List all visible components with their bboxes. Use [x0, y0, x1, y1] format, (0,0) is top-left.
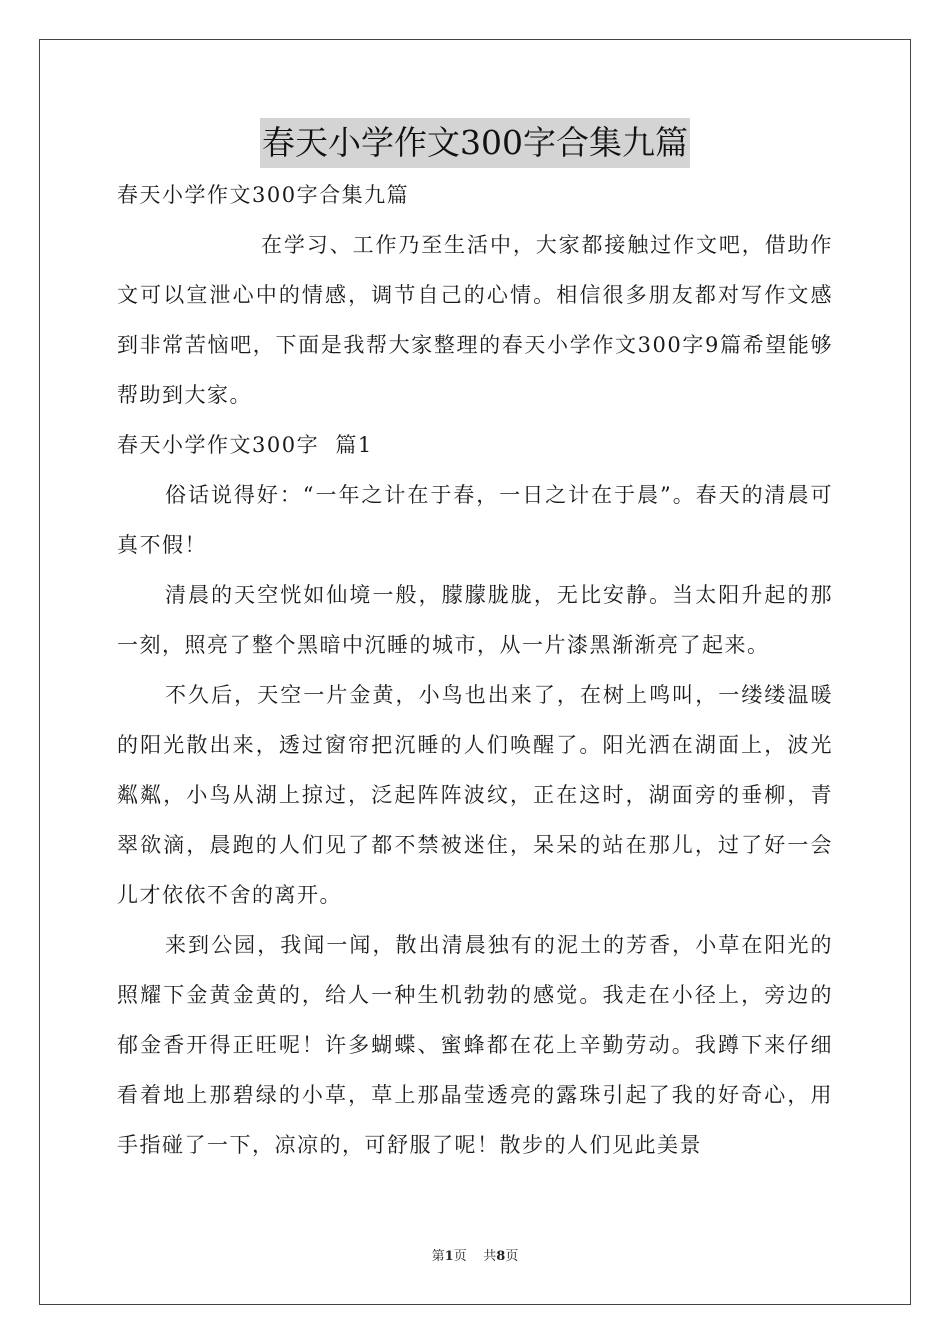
page-number: 1: [444, 1249, 454, 1264]
body-paragraph: 来到公园，我闻一闻，散出清晨独有的泥土的芳香，小草在阳光的照耀下金黄金黄的，给人一种生机勃勃的感觉。我走在小径上，旁边的郁金香开得正旺呢！许多蝴蝶、蜜蜂都在花上辛勤劳动。我蹲下来仔细看着地上那碧绿的小草，草上那晶莹透亮的露珠引起了我的好奇心，用手指碰了一下，凉凉的，可舒服了呢！散步的人们见此美景: [117, 933, 833, 1157]
page-suffix: 页: [453, 1249, 467, 1264]
title-row: [117, 118, 833, 170]
document-subtitle: 春天小学作文300字合集九篇: [117, 183, 410, 207]
total-prefix: 共: [483, 1249, 497, 1264]
body-paragraph: 不久后，天空一片金黄，小鸟也出来了，在树上鸣叫，一缕缕温暖的阳光散出来，透过窗帘把沉睡的人们唤醒了。阳光洒在湖面上，波光粼粼，小鸟从湖上掠过，泛起阵阵波纹，正在这时，湖面旁的垂柳，青翠欲滴，晨跑的人们见了都不禁被迷住，呆呆的站在那儿，过了好一会儿才依依不舍的离开。: [117, 683, 833, 907]
page-footer: [0, 1245, 950, 1264]
body-paragraph: 俗话说得好：“一年之计在于春，一日之计在于晨”。春天的清晨可真不假！: [117, 483, 833, 557]
intro-paragraph: 在学习、工作乃至生活中，大家都接触过作文吧，借助作文可以宣泄心中的情感，调节自己的心情。相信很多朋友都对写作文感到非常苦恼吧，下面是我帮大家整理的春天小学作文300字9篇希望能够帮助到大家。: [117, 233, 833, 407]
section-heading: 春天小学作文300字 篇1: [117, 433, 373, 457]
body-paragraph: 清晨的天空恍如仙境一般，朦朦胧胧，无比安静。当太阳升起的那一刻，照亮了整个黑暗中沉睡的城市，从一片漆黑渐渐亮了起来。: [117, 583, 833, 657]
total-suffix: 页: [505, 1249, 519, 1264]
document-title: 春天小学作文300字合集九篇: [260, 118, 690, 168]
page-prefix: 第: [431, 1249, 445, 1264]
document-body: [117, 118, 833, 1170]
total-pages: 8: [496, 1249, 506, 1264]
